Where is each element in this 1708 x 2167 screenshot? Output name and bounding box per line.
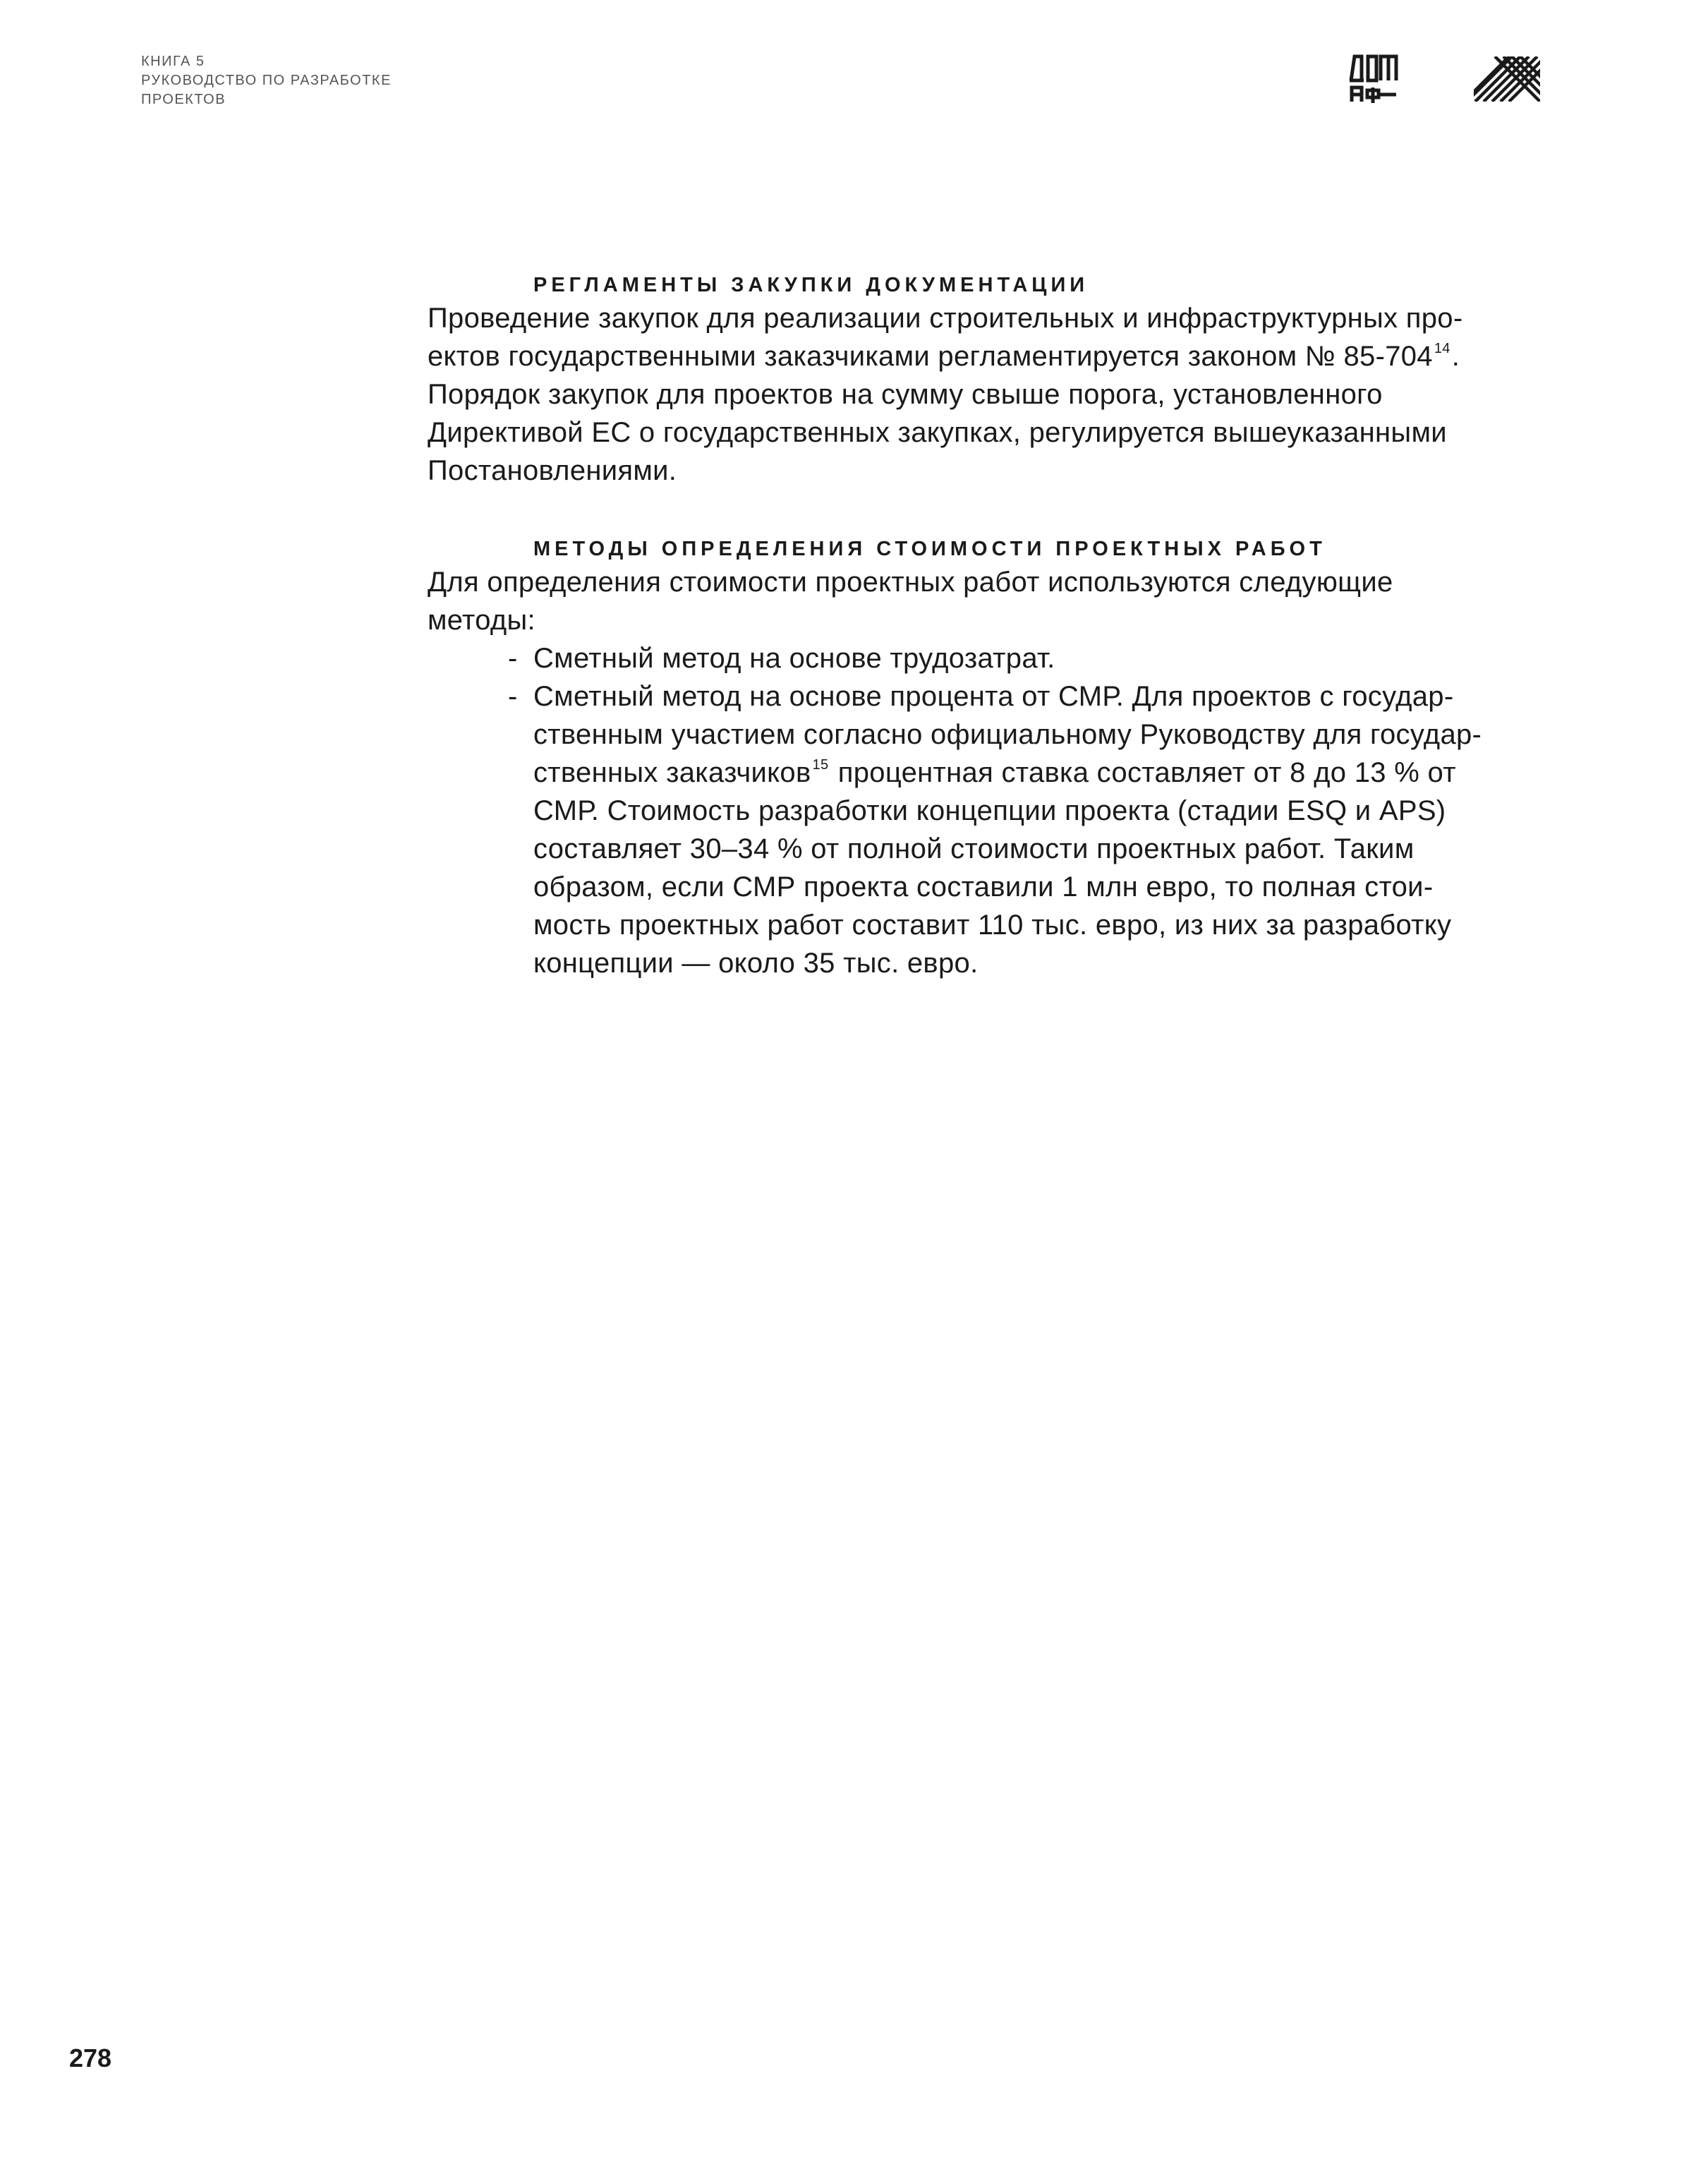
list-item-line-text: ственных заказчиков bbox=[533, 757, 811, 788]
footnote-ref[interactable]: 14 bbox=[1434, 341, 1450, 356]
diagonal-pattern-logo-icon bbox=[1474, 56, 1540, 102]
cost-methods-intro bbox=[428, 563, 1535, 639]
page-number: 278 bbox=[69, 2044, 112, 2072]
running-head-line: ПРОЕКТОВ bbox=[141, 92, 226, 107]
paragraph-line bbox=[428, 337, 1535, 375]
list-item-line: Сметный метод на основе процента от СМР. Для проектов с государ- bbox=[533, 681, 1454, 712]
procurement-paragraph bbox=[428, 299, 1535, 490]
list-item-line: составляет 30–34 % от полной стоимости проектных работ. Таким bbox=[533, 833, 1415, 864]
list-bullet: - bbox=[508, 643, 518, 674]
cost-methods-list bbox=[428, 639, 1535, 982]
list-item-line: образом, если СМР проекта составили 1 млн евро, то полная стои- bbox=[533, 871, 1434, 903]
line-punctuation: . bbox=[1451, 341, 1460, 372]
list-item bbox=[428, 677, 1535, 982]
list-item-text: Сметный метод на основе трудозатрат. bbox=[533, 643, 1055, 674]
paragraph-line: Проведение закупок для реализации строительных и инфраструктурных про- bbox=[428, 303, 1463, 334]
running-head-line: КНИГА 5 bbox=[141, 54, 205, 69]
list-item-line bbox=[533, 754, 1535, 792]
list-item bbox=[428, 639, 1535, 677]
list-item-line: мость проектных работ составит 110 тыс. евро, из них за разработку bbox=[533, 910, 1452, 941]
list-item-line: концепции — около 35 тыс. евро. bbox=[533, 948, 979, 979]
paragraph-line: Постановлениями. bbox=[428, 455, 677, 486]
section-heading-cost-methods: МЕТОДЫ ОПРЕДЕЛЕНИЯ СТОИМОСТИ ПРОЕКТНЫХ РАБОТ bbox=[533, 538, 1326, 560]
list-bullet: - bbox=[508, 681, 518, 712]
list-item-line: ственным участием согласно официальному Руководству для государ- bbox=[533, 719, 1482, 750]
paragraph-line: Для определения стоимости проектных работ используются следующие bbox=[428, 567, 1393, 598]
running-head-line: РУКОВОДСТВО ПО РАЗРАБОТКЕ bbox=[141, 73, 392, 88]
paragraph-line: Директивой ЕС о государственных закупках, регулируется вышеуказанными bbox=[428, 417, 1447, 448]
running-head bbox=[141, 52, 392, 109]
paragraph-line: методы: bbox=[428, 605, 535, 636]
footnote-ref[interactable]: 15 bbox=[812, 757, 829, 773]
section-heading-procurement: РЕГЛАМЕНТЫ ЗАКУПКИ ДОКУМЕНТАЦИИ bbox=[533, 274, 1089, 296]
paragraph-line-text: ектов государственными заказчиками регламентируется законом № 85-704 bbox=[428, 341, 1433, 372]
list-item-line-text: процентная ставка составляет от 8 до 13 % от bbox=[837, 757, 1456, 788]
paragraph-line: Порядок закупок для проектов на сумму свыше порога, установленного bbox=[428, 379, 1383, 410]
list-item-line: СМР. Стоимость разработки концепции проекта (стадии ESQ и APS) bbox=[533, 795, 1446, 826]
dom-rf-logo-icon bbox=[1349, 52, 1398, 103]
page-content bbox=[428, 271, 1535, 982]
